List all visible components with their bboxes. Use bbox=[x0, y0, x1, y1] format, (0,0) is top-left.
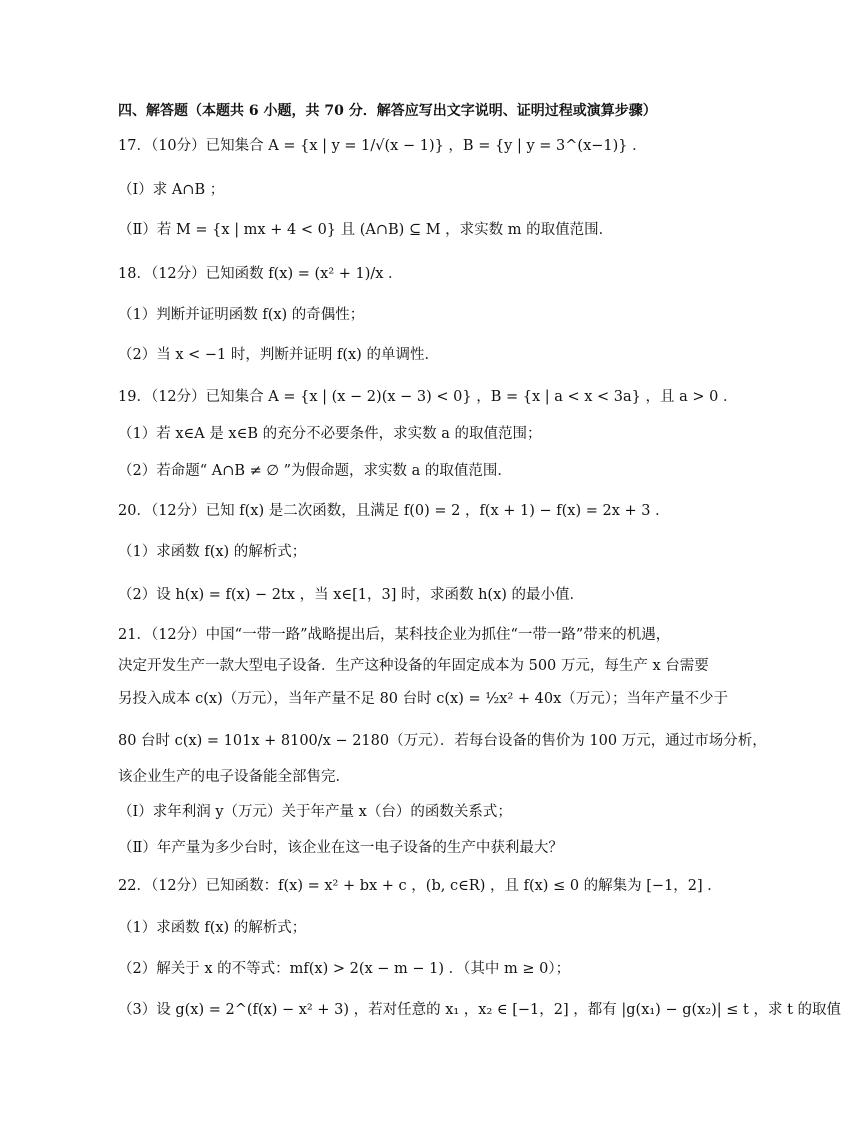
q19-part1: （1）若 x∈A 是 x∈B 的充分不必要条件，求实数 a 的取值范围； bbox=[118, 426, 542, 442]
q18-stem: 18．（12分）已知函数 f(x) = (x² + 1)/x ． bbox=[118, 266, 403, 282]
q19-stem: 19．（12分）已知集合 A = {x | (x − 2)(x − 3) < 0} ，B = {x | a < x < 3a} ，且 a > 0 ． bbox=[118, 389, 738, 405]
q22-stem: 22．（12分）已知函数：f(x) = x² + bx + c ，(b, c∈R) ，且 f(x) ≤ 0 的解集为 [−1，2] ． bbox=[118, 878, 722, 894]
q21-line2: 决定开发生产一款大型电子设备．生产这种设备的年固定成本为 500 万元，每生产 x 台需要 bbox=[118, 658, 709, 674]
q21-line5: 该企业生产的电子设备能全部售完． bbox=[118, 769, 350, 785]
q20-part1: （1）求函数 f(x) 的解析式； bbox=[118, 544, 307, 560]
q18-part1: （1）判断并证明函数 f(x) 的奇偶性； bbox=[118, 307, 365, 323]
q17-part1: （Ⅰ）求 A∩B ； bbox=[118, 182, 225, 198]
q22-part2: （2）解关于 x 的不等式：mf(x) > 2(x − m − 1) ．（其中 m ≥ 0）； bbox=[118, 961, 571, 977]
section-header: 四、解答题（本题共 6 小题，共 70 分．解答应写出文字说明、证明过程或演算步骤） bbox=[118, 103, 657, 119]
q21-part2: （Ⅱ）年产量为多少台时，该企业在这一电子设备的生产中获利最大？ bbox=[118, 840, 563, 856]
q18-part2: （2）当 x < −1 时，判断并证明 f(x) 的单调性． bbox=[118, 347, 439, 363]
q21-part1: （Ⅰ）求年利润 y（万元）关于年产量 x（台）的函数关系式； bbox=[118, 804, 512, 820]
q22-part3: （3）设 g(x) = 2^(f(x) − x² + 3) ，若对任意的 x₁ ，x₂ ∈ [−1，2] ，都有 |g(x₁) − g(x₂)| ≤ t ，求 t 的取值 bbox=[118, 1002, 841, 1018]
q20-stem: 20．（12分）已知 f(x) 是二次函数，且满足 f(0) = 2 ，f(x + 1) − f(x) = 2x + 3 ． bbox=[118, 503, 670, 519]
q21-line3: 另投入成本 c(x)（万元），当年产量不足 80 台时 c(x) = ½x² + 40x（万元）；当年产量不少于 bbox=[118, 691, 729, 707]
q17-stem: 17．（10分）已知集合 A = {x | y = 1/√(x − 1)} ，B = {y | y = 3^(x−1)} ． bbox=[118, 138, 647, 154]
q19-part2: （2）若命题“ A∩B ≠ ∅ ”为假命题，求实数 a 的取值范围． bbox=[118, 463, 512, 479]
q21-line4: 80 台时 c(x) = 101x + 8100/x − 2180（万元）．若每台设备的售价为 100 万元，通过市场分析， bbox=[118, 733, 767, 749]
q22-part1: （1）求函数 f(x) 的解析式； bbox=[118, 920, 307, 936]
q20-part2: （2）设 h(x) = f(x) − 2tx ，当 x∈[1，3] 时，求函数 h(x) 的最小值． bbox=[118, 587, 585, 603]
q17-part2: （Ⅱ）若 M = {x | mx + 4 < 0} 且 (A∩B) ⊆ M ，求实数 m 的取值范围． bbox=[118, 222, 614, 238]
q21-line1: 21．（12分）中国“一带一路”战略提出后，某科技企业为抓住“一带一路”带来的机遇， bbox=[118, 627, 671, 643]
